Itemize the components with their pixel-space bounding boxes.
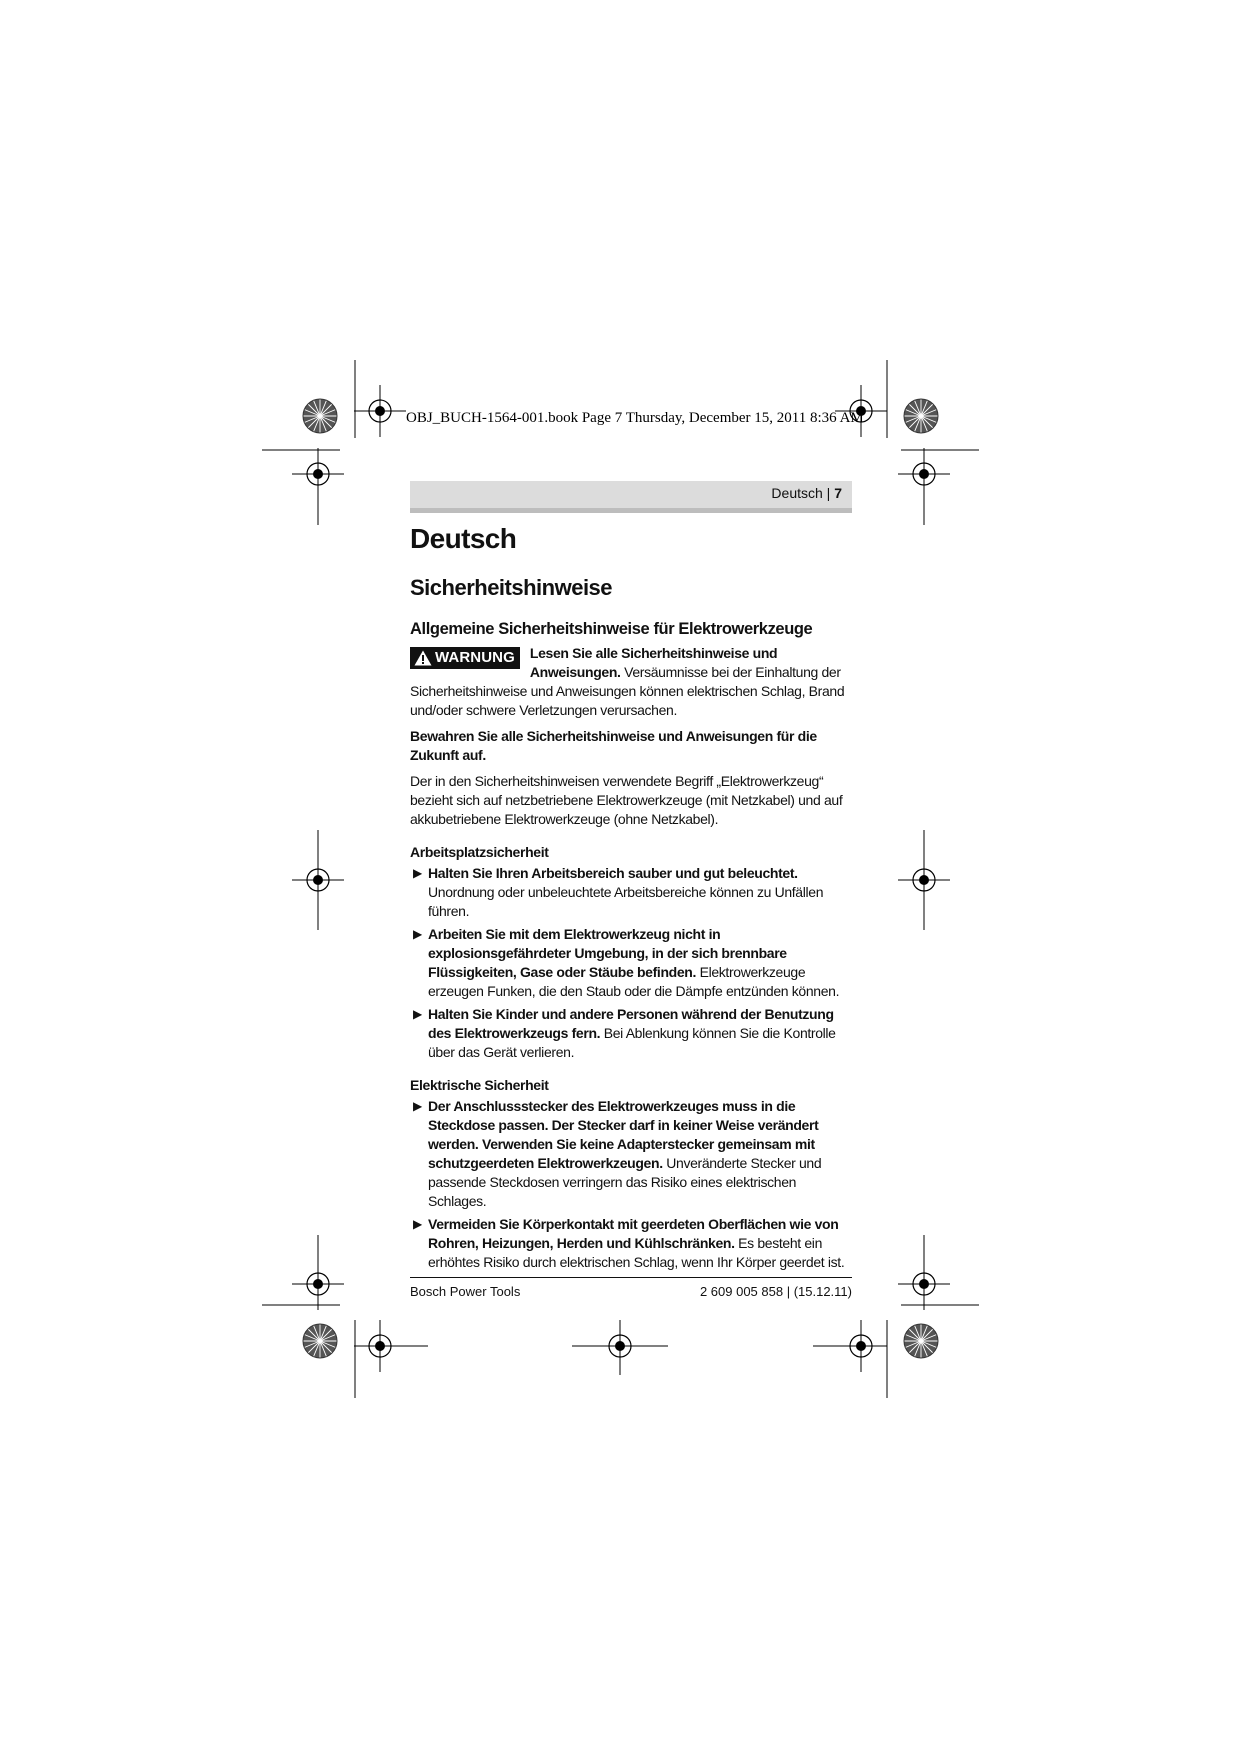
list-item-text: Unveränderte Stecker und passende Steckdosen verringern das Risiko eines elektrischen Schlages. bbox=[428, 1155, 822, 1209]
list-item bbox=[410, 1005, 852, 1062]
warning-bold-text: Lesen Sie alle Sicherheitshinweise und Anweisungen. bbox=[529, 645, 778, 680]
warning-paragraph bbox=[410, 644, 852, 720]
bullet-arrow-icon: ▶ bbox=[413, 1007, 422, 1021]
electrical-list bbox=[410, 1097, 852, 1272]
list-item bbox=[410, 1097, 852, 1211]
bullet-arrow-icon: ▶ bbox=[413, 866, 422, 880]
list-item bbox=[410, 864, 852, 921]
list-item bbox=[410, 925, 852, 1001]
warning-badge bbox=[410, 647, 520, 669]
bullet-arrow-icon: ▶ bbox=[413, 1217, 422, 1231]
bullet-arrow-icon: ▶ bbox=[413, 1099, 422, 1113]
electrical-heading: Elektrische Sicherheit bbox=[410, 1077, 549, 1093]
header-separator: | bbox=[822, 485, 835, 501]
section-title: Sicherheitshinweise bbox=[410, 575, 613, 600]
page-title: Deutsch bbox=[410, 523, 517, 554]
list-item-text: Elektrowerkzeuge erzeugen Funken, die den Staub oder die Dämpfe entzünden können. bbox=[428, 964, 840, 999]
subsection-title: Allgemeine Sicherheitshinweise für Elektrowerkzeuge bbox=[410, 620, 813, 638]
list-item-text: Es besteht ein erhöhtes Risiko durch elektrischen Schlag, wenn Ihr Körper geerdet ist. bbox=[428, 1235, 845, 1270]
list-item-bold: Arbeiten Sie mit dem Elektrowerkzeug nicht in explosionsgefährdeter Umgebung, in der sich brennbare Flüssigkeiten, Gase oder Stäube befinden. bbox=[428, 926, 787, 980]
workplace-heading: Arbeitsplatzsicherheit bbox=[410, 844, 549, 860]
warning-triangle-icon bbox=[414, 650, 432, 666]
page-footer bbox=[410, 1277, 852, 1299]
page-content bbox=[410, 522, 852, 1282]
header-language: Deutsch bbox=[771, 485, 823, 501]
running-header bbox=[410, 481, 852, 513]
footer-brand: Bosch Power Tools bbox=[410, 1284, 521, 1299]
list-item-bold: Vermeiden Sie Körperkontakt mit geerdeten Oberflächen wie von Rohren, Heizungen, Herden und Kühlschränken. bbox=[428, 1216, 839, 1251]
print-slug: OBJ_BUCH-1564-001.book Page 7 Thursday, December 15, 2011 8:36 AM bbox=[406, 410, 864, 426]
list-item-bold: Der Anschlussstecker des Elektrowerkzeuges muss in die Steckdose passen. Der Stecker darf in keiner Weise verändert werden. Verwenden Sie keine Adapterstecker gemeinsam mit schutzgeerdeten Elektrowerkzeugen. bbox=[428, 1098, 819, 1171]
header-text bbox=[771, 485, 842, 501]
warning-badge-label: WARNUNG bbox=[435, 649, 515, 666]
bullet-arrow-icon: ▶ bbox=[413, 927, 422, 941]
list-item bbox=[410, 1215, 852, 1272]
keep-notice-text: Bewahren Sie alle Sicherheitshinweise und Anweisungen für die Zukunft auf. bbox=[410, 728, 817, 763]
definition-paragraph: Der in den Sicherheitshinweisen verwendete Begriff „Elektrowerkzeug“ bezieht sich auf netzbetriebene Elektrowerkzeuge (mit Netzkabel) und auf akkubetriebene Elektrowerkzeuge (ohne Netzkabel). bbox=[410, 773, 843, 827]
warning-body-text: Versäumnisse bei der Einhaltung der Sicherheitshinweise und Anweisungen können elektrischen Schlag, Brand und/oder schwere Verletzungen verursachen. bbox=[410, 664, 845, 718]
list-item-bold: Halten Sie Ihren Arbeitsbereich sauber und gut beleuchtet. bbox=[428, 865, 798, 881]
list-item-text: Unordnung oder unbeleuchtete Arbeitsbereiche können zu Unfällen führen. bbox=[428, 884, 824, 919]
list-item-text: Bei Ablenkung können Sie die Kontrolle über das Gerät verlieren. bbox=[428, 1025, 836, 1060]
workplace-list bbox=[410, 864, 852, 1062]
header-page-number: 7 bbox=[834, 485, 842, 501]
keep-notice bbox=[410, 727, 852, 765]
list-item-bold: Halten Sie Kinder und andere Personen während der Benutzung des Elektrowerkzeugs fern. bbox=[428, 1006, 834, 1041]
footer-document-number: 2 609 005 858 | (15.12.11) bbox=[699, 1284, 852, 1299]
